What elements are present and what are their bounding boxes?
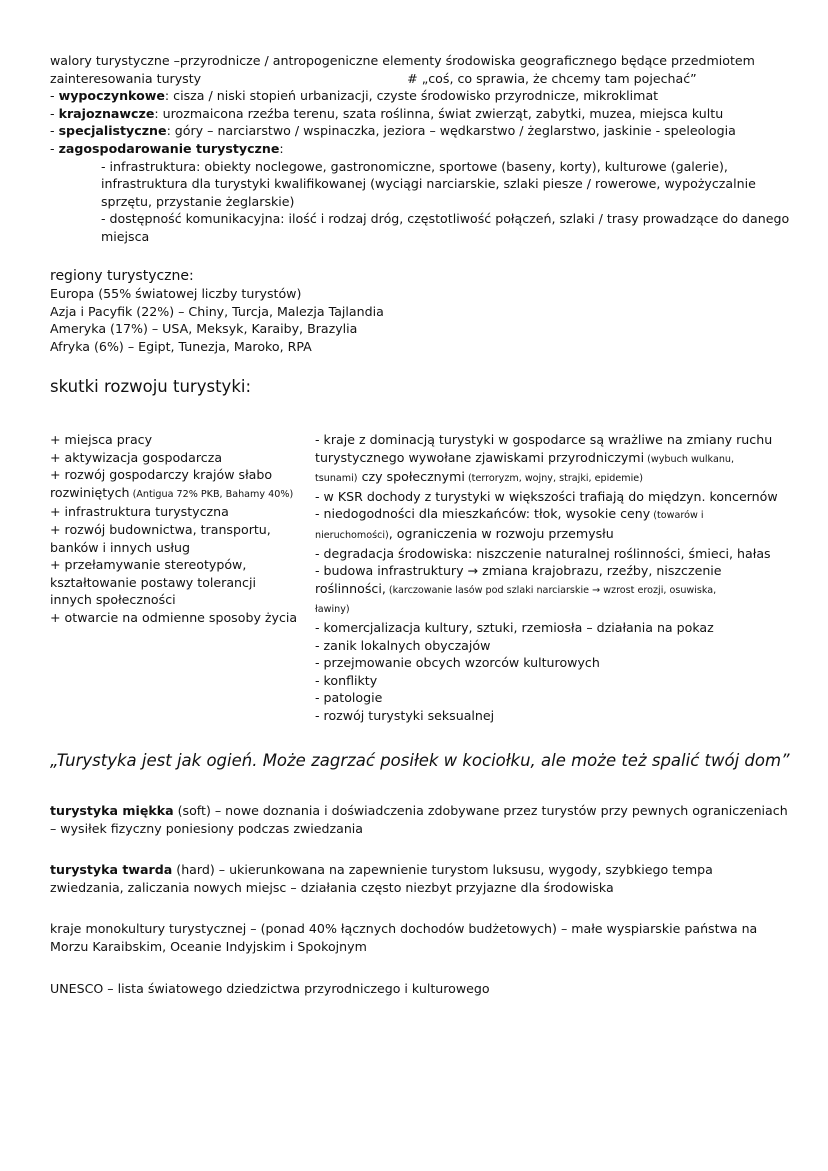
positive-item (50, 484, 305, 504)
walory-item-label: krajoznawcze (58, 105, 155, 121)
negative-item: - kraje z dominacją turystyki w gospodarce są wrażliwe na zmiany ruchu (315, 432, 773, 448)
positive-item: + rozwój budownictwa, transportu, (50, 522, 271, 538)
negative-item (315, 505, 795, 525)
effects-title: skutki rozwoju turystyki: (50, 376, 252, 396)
negative-item: - komercjalizacja kultury, sztuki, rzemiosła – działania na pokaz (315, 620, 714, 636)
walory-sub1c: sprzętu, przystanie żeglarskie) (101, 193, 295, 209)
walory-line2-left: zainteresowania turysty (50, 70, 202, 86)
effects-columns (50, 431, 790, 731)
positive-item: kształtowanie postawy tolerancji (50, 574, 256, 590)
positive-item: + miejsca pracy (50, 432, 153, 448)
negative-note: (terroryzm, wojny, strajki, epidemie) (464, 473, 643, 485)
negative-item: - przejmowanie obcych wzorców kulturowych (315, 655, 600, 671)
positive-item: + przełamywanie stereotypów, (50, 557, 247, 573)
soft-tourism-text: (soft) – nowe doznania i doświadczenia zdobywane przez turystów przy pewnych ograniczeniach – wysiłek fizyczny poniesiony podczas zwiedzania (50, 803, 788, 836)
walory-sub1: - infrastruktura: obiekty noclegowe, gastronomiczne, sportowe (baseny, korty), kulturowe (galerie), (101, 158, 728, 174)
negative-note: (karczowanie lasów pod szlaki narciarskie → wzrost erozji, osuwiska, (385, 584, 717, 596)
negative-text: czy społecznymi (357, 469, 465, 485)
hard-tourism-text: (hard) – ukierunkowana na zapewnienie turystom luksusu, wygody, szybkiego tempa zwiedzania, zaliczania nowych miejsc – działania często niezbyt przyjazne dla środowiska (50, 862, 713, 895)
negative-item (315, 599, 795, 619)
soft-tourism-label: turystyka miękka (50, 803, 174, 819)
negative-text: , ograniczenia w rozwoju przemysłu (388, 526, 614, 542)
negative-item (315, 580, 795, 600)
negative-note: (wybuch wulkanu, (644, 453, 735, 465)
negative-note: nieruchomości) (315, 530, 389, 542)
walory-item-wypoczynkowe: - wypoczynkowe: cisza / niski stopień urbanizacji, czyste środowisko przyrodnicze, mikroklimat (50, 88, 659, 104)
walory-sub2: - dostępność komunikacyjna: ilość i rodzaj dróg, częstotliwość połączeń, szlaki / trasy prowadzące do danego (101, 211, 790, 227)
walory-item-krajoznawcze: - krajoznawcze: urozmaicona rzeźba terenu, szata roślinna, świat zwierząt, zabytki, muzea, miejsca kultu (50, 105, 724, 121)
walory-item-label: zagospodarowanie turystyczne (58, 140, 280, 156)
positive-item: + otwarcie na odmienne sposoby życia (50, 610, 298, 626)
positive-note: (Antigua 72% PKB, Bahamy 40%) (129, 488, 294, 500)
negative-note: (towarów i (650, 510, 704, 522)
negative-note: ławiny) (315, 604, 350, 616)
region-item: Azja i Pacyfik (22%) – Chiny, Turcja, Malezja Tajlandia (50, 303, 384, 319)
negative-text: - niedogodności dla mieszkańców: tłok, wysokie ceny (315, 506, 651, 522)
negative-item (315, 449, 795, 469)
effects-positive-column (50, 431, 305, 627)
negative-text: turystycznego wywołane zjawiskami przyrodniczymi (315, 449, 645, 465)
negative-note: tsunami) (315, 473, 358, 485)
region-item: Europa (55% światowej liczby turystów) (50, 286, 302, 302)
walory-item-text: : góry – narciarstwo / wspinaczka, jeziora – wędkarstwo / żeglarstwo, jaskinie - speleologia (166, 123, 736, 139)
negative-item: - zanik lokalnych obyczajów (315, 637, 491, 653)
positive-text: rozwiniętych (50, 484, 130, 500)
walory-line2-right: # „coś, co sprawia, że chcemy tam pojechać” (407, 70, 697, 86)
walory-item-label: specjalistyczne (58, 123, 167, 139)
walory-item-text: : urozmaicona rzeźba terenu, szata roślinna, świat zwierząt, zabytki, muzea, miejsca kultu (154, 105, 724, 121)
regions-title: regiony turystyczne: (50, 267, 194, 284)
negative-item: - degradacja środowiska: niszczenie naturalnej roślinności, śmieci, hałas (315, 545, 771, 561)
effects-negative-column (315, 431, 795, 725)
positive-item: + aktywizacja gospodarcza (50, 449, 223, 465)
negative-item (315, 468, 795, 488)
negative-text: roślinności, (315, 580, 386, 596)
negative-item: - w KSR dochody z turystyki w większości trafiają do międzyn. koncernów (315, 488, 778, 504)
negative-item (315, 525, 795, 545)
positive-item: banków i innych usług (50, 539, 190, 555)
walory-item-text: : (279, 140, 284, 156)
walory-item-label: wypoczynkowe (58, 88, 165, 104)
negative-item: - rozwój turystyki seksualnej (315, 708, 495, 723)
walory-line1: walory turystyczne –przyrodnicze / antropogeniczne elementy środowiska geograficznego będące przedmiotem (50, 53, 755, 68)
negative-item: - patologie (315, 690, 383, 706)
walory-item-zagospodarowanie: - zagospodarowanie turystyczne: (50, 140, 284, 156)
quote: „Turystyka jest jak ogień. Może zagrzać posiłek w kociołku, ale może też spalić twój dom” (50, 751, 790, 771)
soft-tourism-paragraph (50, 802, 790, 837)
walory-item-text: : cisza / niski stopień urbanizacji, czyste środowisko przyrodnicze, mikroklimat (164, 88, 659, 104)
walory-item-specjalistyczne: - specjalistyczne: góry – narciarstwo / wspinaczka, jeziora – wędkarstwo / żeglarstwo, jaskinie - speleologia (50, 123, 736, 139)
region-item: Afryka (6%) – Egipt, Tunezja, Maroko, RPA (50, 338, 312, 354)
hard-tourism-paragraph (50, 861, 790, 896)
positive-item: innych społeczności (50, 592, 176, 608)
negative-item: - budowa infrastruktury → zmiana krajobrazu, rzeźby, niszczenie (315, 563, 722, 579)
walory-line2 (50, 70, 790, 88)
monoculture-paragraph: kraje monokultury turystycznej – (ponad 40% łącznych dochodów budżetowych) – małe wyspiarskie państwa na Morzu Karaibskim, Oceanie Indyjskim i Spokojnym (50, 921, 758, 955)
negative-item: - konflikty (315, 672, 378, 688)
region-item: Ameryka (17%) – USA, Meksyk, Karaiby, Brazylia (50, 321, 358, 337)
hard-tourism-label: turystyka twarda (50, 862, 173, 878)
document-page (50, 52, 790, 997)
unesco-paragraph: UNESCO – lista światowego dziedzictwa przyrodniczego i kulturowego (50, 980, 490, 996)
regions-section (50, 268, 790, 356)
positive-item: + infrastruktura turystyczna (50, 504, 229, 520)
positive-item: + rozwój gospodarczy krajów słabo (50, 467, 273, 483)
walory-sub2b: miejsca (101, 228, 150, 244)
walory-sub1b: infrastruktura dla turystyki kwalifikowanej (wyciągi narciarskie, szlaki piesze / rowerowe, wypożyczalnie (101, 176, 756, 192)
